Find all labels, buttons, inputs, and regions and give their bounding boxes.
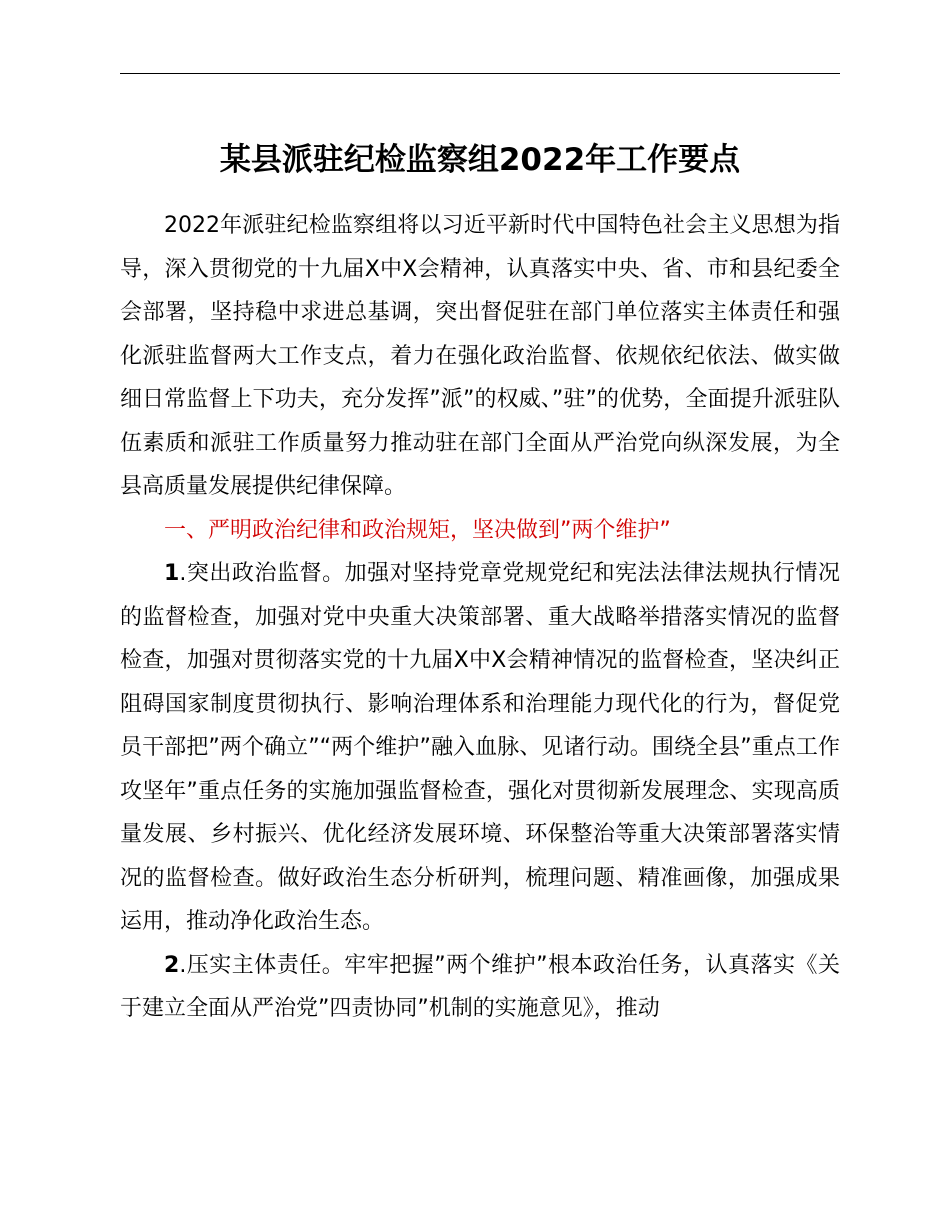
document-title: 某县派驻纪检监察组2022年工作要点 bbox=[219, 142, 741, 178]
item-2-paragraph bbox=[120, 944, 840, 1031]
item-2-number: 2 bbox=[164, 952, 180, 978]
item-1-number: 1 bbox=[164, 561, 180, 586]
header-rule bbox=[120, 73, 840, 74]
intro-paragraph: 2022年派驻纪检监察组将以习近平新时代中国特色社会主义思想为指导，深入贯彻党的十九届X中X会精神，认真落实中央、省、市和县纪委全会部署，坚持稳中求进总基调，突出督促驻在部门单位落实主体责任和强化派驻监督两大工作支点，着力在强化政治监督、依规依纪依法、做实做细日常监督上下功夫，充分发挥”派”的权威、”驻”的优势，全面提升派驻队伍素质和派驻工作质量努力推动驻在部门全面从严治党向纵深发展，为全县高质量发展提供纪律保障。 bbox=[120, 213, 840, 499]
item-1-text: .突出政治监督。加强对坚持党章党规党纪和宪法法律法规执行情况的监督检查，加强对党中央重大决策部署、重大战略举措落实情况的监督检查，加强对贯彻落实党的十九届X中X会精神情况的监督检查，坚决纠正阻碍国家制度贯彻执行、影响治理体系和治理能力现代化的行为，督促党员干部把”两个确立”“两个维护”融入血脉、见诸行动。围绕全县”重点工作攻坚年”重点任务的实施加强监督检查，强化对贯彻新发展理念、实现高质量发展、乡村振兴、优化经济发展环境、环保整治等重大决策部署落实情况的监督检查。做好政治生态分析研判，梳理问题、精准画像，加强成果运用，推动净化政治生态。 bbox=[120, 561, 840, 934]
item-1-paragraph bbox=[120, 552, 840, 944]
document-body bbox=[120, 204, 840, 1031]
item-2-text: .压实主体责任。牢牢把握”两个维护”根本政治任务，认真落实《关于建立全面从严治党”四责协同”机制的实施意见》，推动 bbox=[120, 952, 840, 1021]
section-heading-1: 一、严明政治纪律和政治规矩，坚决做到”两个维护” bbox=[164, 517, 671, 543]
